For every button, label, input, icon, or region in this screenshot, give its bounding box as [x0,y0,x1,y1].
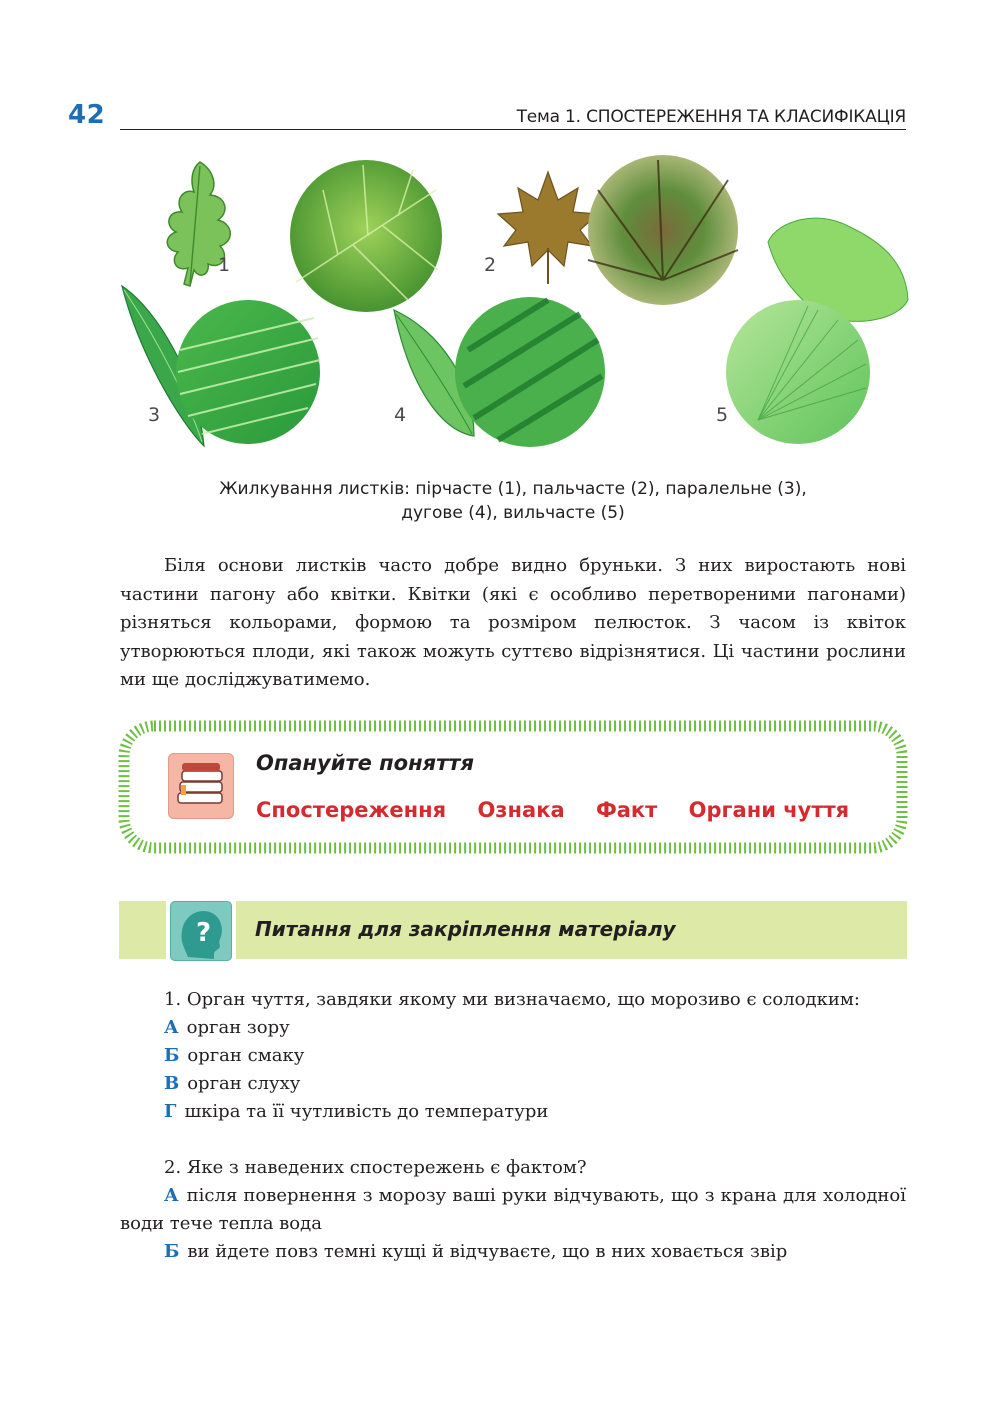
head-question-icon [170,901,232,961]
question-2-option-b [120,1238,906,1266]
option-text: після повернення з морозу ваші руки відчувають, що з крана для холодної води тече тепла вода [120,1185,906,1234]
figure-label-5: 5 [716,404,729,426]
figure-label-3: 3 [148,404,161,426]
concepts-box-border [118,720,908,854]
dichotomous-closeup-circle [726,300,870,444]
figure-label-4: 4 [394,404,407,426]
term-observation: Спостереження [256,798,447,822]
question-1-option-c [120,1070,906,1098]
question-1-option-b [120,1042,906,1070]
palmate-closeup-circle [588,155,738,305]
figure-label-1: 1 [218,254,231,276]
running-header-title: Тема 1. СПОСТЕРЕЖЕННЯ ТА КЛАСИФІКАЦІЯ [516,107,906,127]
arcuate-closeup-circle [455,297,605,447]
figure-caption [120,477,906,525]
option-letter: В [164,1073,180,1094]
figure-label-2: 2 [484,254,497,276]
term-feature: Ознака [477,798,565,822]
questions-section-bar [119,901,907,959]
questions-title: Питання для закріплення матеріалу [255,917,676,941]
page-number: 42 [68,100,106,130]
question-1-text: 1. Орган чуття, завдяки якому ми визначаємо, що морозиво є солодким: [164,989,860,1010]
term-fact: Факт [595,798,658,822]
option-letter: А [164,1185,179,1206]
option-letter: Б [164,1241,180,1262]
option-letter: Б [164,1045,180,1066]
header-rule [120,129,906,130]
option-letter: А [164,1017,179,1038]
question-2-option-a [120,1182,906,1238]
leaf-illustrations [118,150,910,460]
concepts-terms [256,798,873,822]
leaf-venation-figure [118,150,910,460]
caption-line-1: Жилкування листків: пірчасте (1), пальчасте (2), паралельне (3), [219,479,807,499]
question-1-option-d [120,1098,906,1126]
maple-leaf-icon [498,172,598,284]
option-text: орган слуху [187,1073,301,1094]
caption-line-2: дугове (4), вильчасте (5) [401,503,625,523]
svg-text:?: ? [196,918,212,948]
option-letter: Г [164,1101,177,1122]
option-text: орган зору [186,1017,290,1038]
quiz [120,986,906,1266]
term-sense-organs: Органи чуття [688,798,850,822]
books-icon [168,753,234,819]
question-1-option-a [120,1014,906,1042]
paragraph-text: Біля основи листків часто добре видно бруньки. З них виростають нові частини пагону або квітки. Квітки (які є особливо перетвореними пагонами) різняться кольорами, формою та розміром пелюсток. З часом із квіток утворюються плоди, які також можуть суттєво відрізнятися. Ці частини рослини ми ще досліджуватимемо. [120,555,906,690]
option-text: орган смаку [187,1045,305,1066]
option-text: шкіра та її чутливість до температури [184,1101,549,1122]
concepts-title: Опануйте поняття [256,751,474,775]
question-2-text: 2. Яке з наведених спостережень є фактом? [164,1157,587,1178]
option-text: ви йдете повз темні кущі й відчуваєте, що в них ховається звір [187,1241,788,1262]
concepts-box [118,720,908,854]
body-paragraph [120,552,906,695]
